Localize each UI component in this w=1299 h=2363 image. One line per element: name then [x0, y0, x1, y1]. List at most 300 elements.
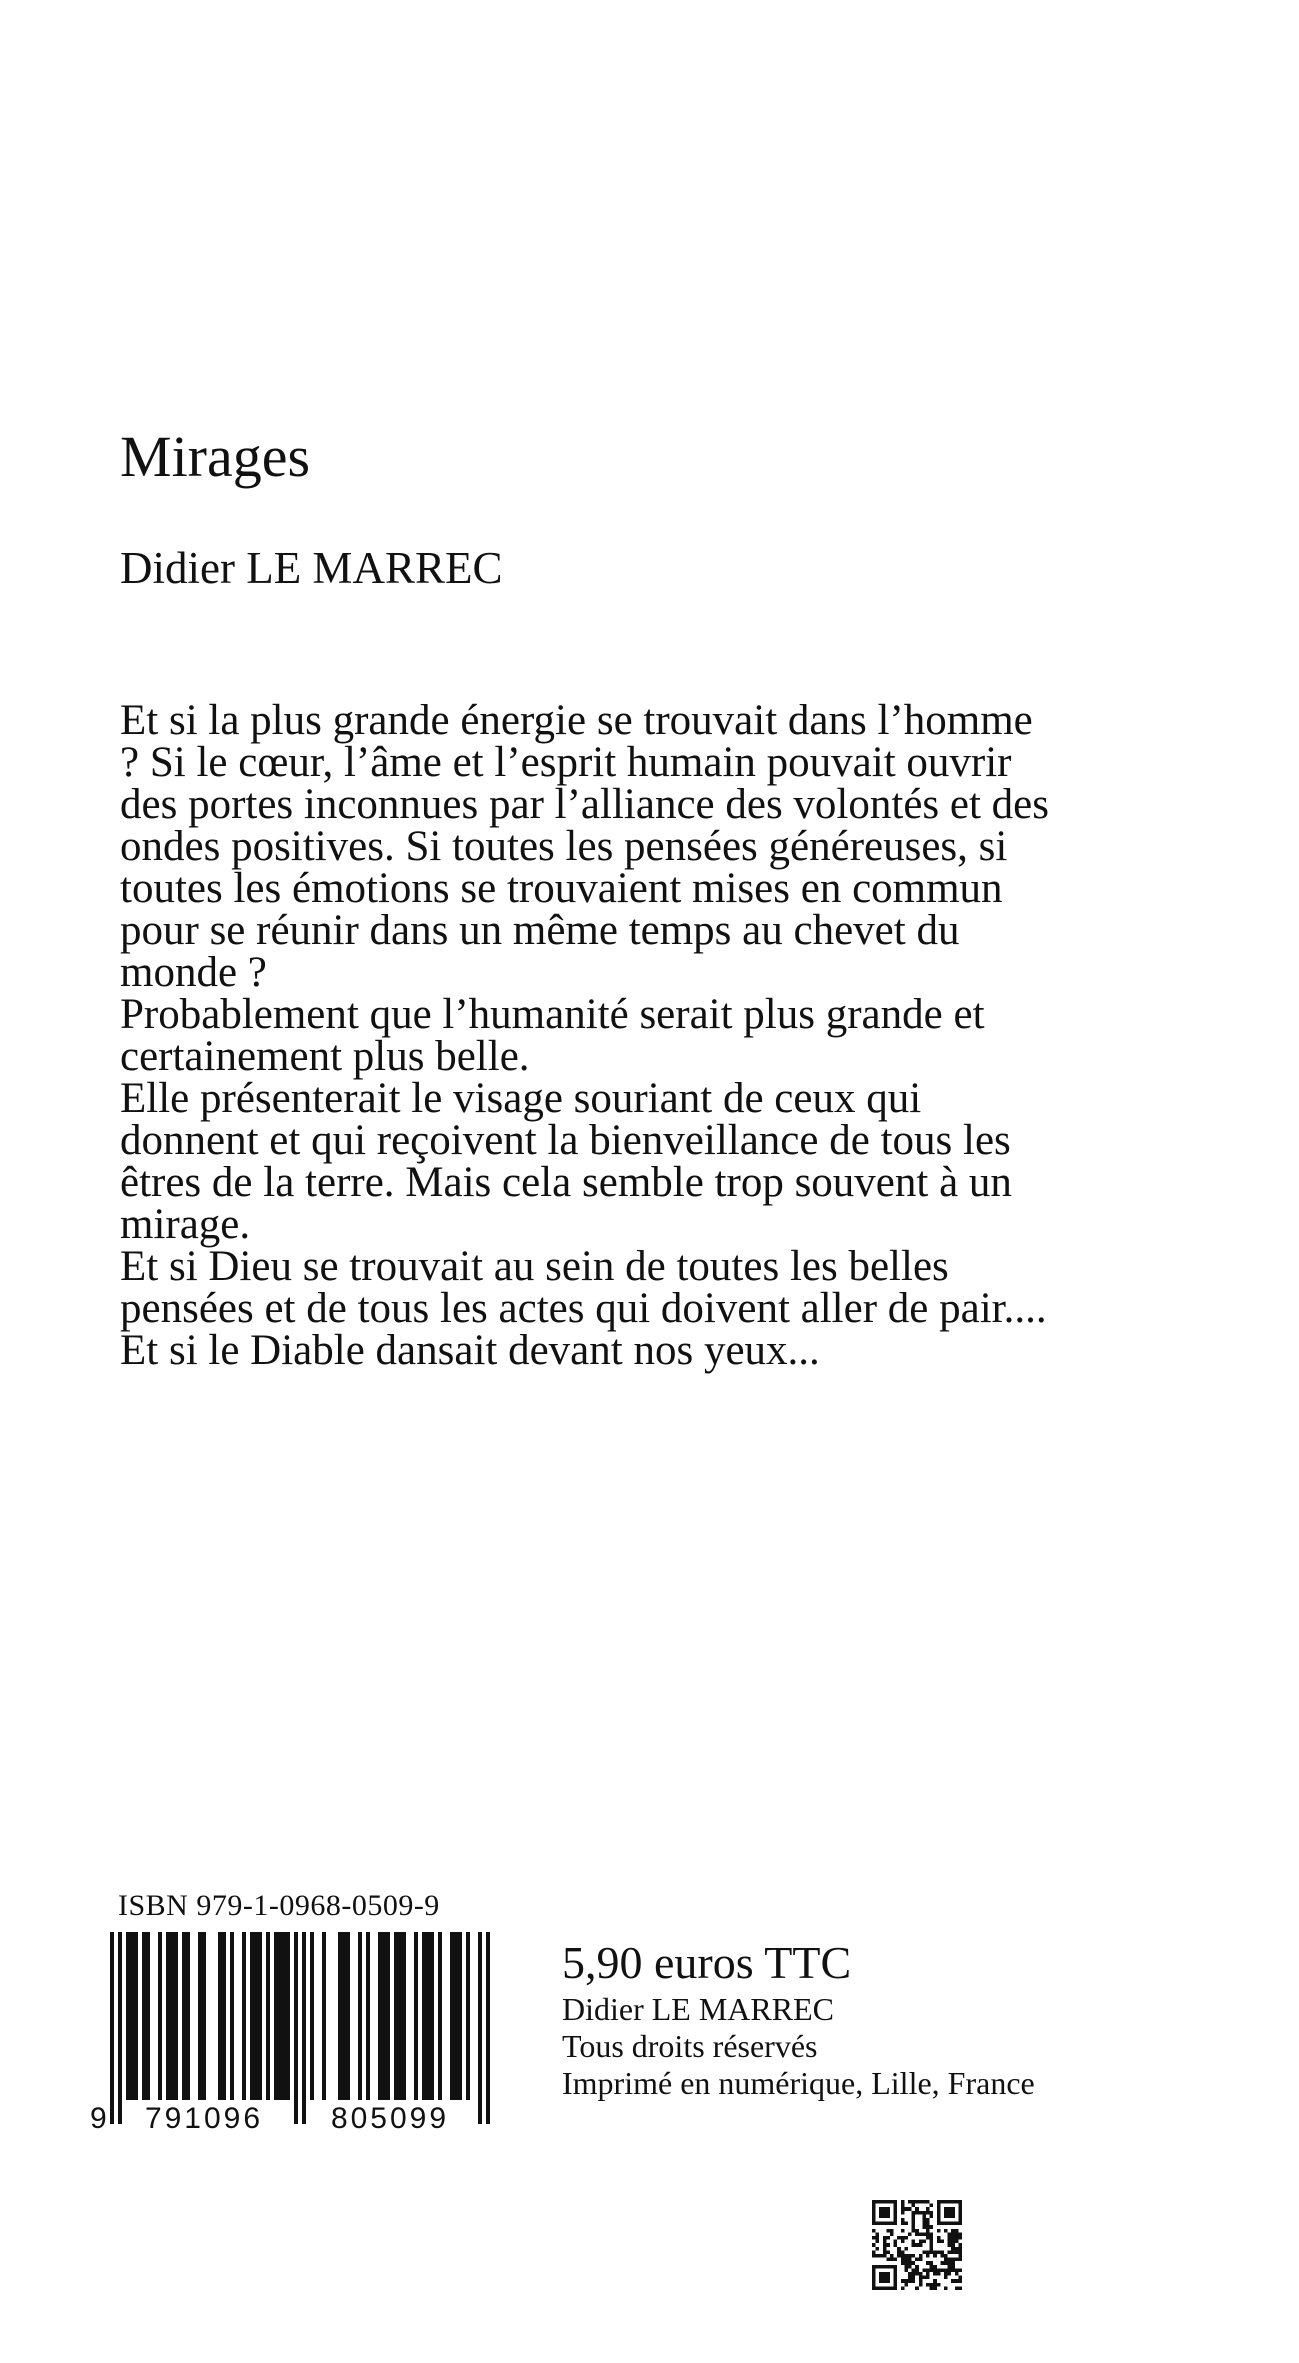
qr-module: [879, 2254, 883, 2258]
qr-module: [922, 2225, 926, 2229]
qr-module: [958, 2268, 962, 2272]
qr-module: [904, 2207, 908, 2211]
qr-module: [958, 2247, 962, 2251]
qr-module: [915, 2207, 919, 2211]
qr-module: [930, 2225, 934, 2229]
qr-module: [912, 2268, 916, 2272]
qr-module: [915, 2268, 919, 2272]
qr-module: [922, 2218, 926, 2222]
qr-module: [944, 2268, 948, 2272]
rights-notice: Tous droits réservés: [562, 2028, 818, 2064]
qr-module: [955, 2200, 959, 2204]
qr-module: [933, 2250, 937, 2254]
isbn-label: ISBN 979-1-0968-0509-9: [118, 1889, 440, 1922]
qr-module: [886, 2243, 890, 2247]
qr-module: [901, 2261, 905, 2265]
barcode-bar: [170, 1932, 174, 2100]
qr-module: [890, 2232, 894, 2236]
barcode-bar: [118, 1932, 122, 2124]
qr-module: [886, 2211, 890, 2215]
qr-module: [926, 2200, 930, 2204]
qr-module: [948, 2200, 952, 2204]
back-cover-blurb: [120, 697, 1050, 1374]
qr-module: [948, 2211, 952, 2215]
barcode-bar: [182, 1932, 186, 2100]
qr-module: [894, 2283, 898, 2287]
qr-module: [919, 2240, 923, 2244]
qr-module: [955, 2229, 959, 2233]
qr-module: [944, 2214, 948, 2218]
qr-module: [951, 2229, 955, 2233]
qr-module: [915, 2229, 919, 2233]
qr-module: [926, 2276, 930, 2280]
qr-module: [894, 2211, 898, 2215]
book-author: Didier LE MARREC: [120, 543, 503, 593]
qr-module: [915, 2243, 919, 2247]
qr-module: [951, 2279, 955, 2283]
qr-module: [955, 2250, 959, 2254]
qr-module: [886, 2222, 890, 2226]
qr-module: [879, 2265, 883, 2269]
qr-module: [883, 2276, 887, 2280]
qr-module: [955, 2279, 959, 2283]
qr-module: [951, 2268, 955, 2272]
qr-module: [919, 2258, 923, 2262]
qr-module: [912, 2225, 916, 2229]
qr-module: [948, 2268, 952, 2272]
qr-module: [890, 2229, 894, 2233]
qr-module: [948, 2236, 952, 2240]
blurb-paragraph: Et si la plus grande énergie se trouvait dans l’homme ? Si le cœur, l’âme et l’esprit humain pouvait ouvrir des portes inconnues par l’alliance des volontés et des ondes positives. Si toutes les pensées généreuses, si toutes les émotions se trouvaient mises en commun pour se réunir dans un même temps au chevet du monde ?: [120, 697, 1049, 996]
qr-module: [937, 2214, 941, 2218]
qr-module: [951, 2261, 955, 2265]
qr-module: [915, 2265, 919, 2269]
qr-module: [894, 2207, 898, 2211]
qr-module: [886, 2279, 890, 2283]
barcode-bar: [186, 1932, 190, 2100]
qr-module: [912, 2200, 916, 2204]
qr-module: [908, 2276, 912, 2280]
qr-module: [908, 2232, 912, 2236]
qr-module: [901, 2258, 905, 2262]
qr-module: [872, 2207, 876, 2211]
qr-module: [872, 2268, 876, 2272]
qr-module: [933, 2272, 937, 2276]
qr-module: [955, 2272, 959, 2276]
qr-module: [894, 2240, 898, 2244]
qr-module: [922, 2240, 926, 2244]
qr-module: [904, 2268, 908, 2272]
qr-module: [872, 2214, 876, 2218]
qr-modules: [872, 2200, 962, 2290]
qr-module: [958, 2232, 962, 2236]
qr-module: [879, 2211, 883, 2215]
qr-module: [958, 2258, 962, 2262]
qr-module: [948, 2250, 952, 2254]
qr-module: [948, 2272, 952, 2276]
qr-module: [919, 2279, 923, 2283]
barcode-bar: [382, 1932, 386, 2100]
qr-module: [922, 2200, 926, 2204]
barcode-bar: [302, 1932, 306, 2124]
qr-module: [912, 2214, 916, 2218]
qr-module: [951, 2258, 955, 2262]
qr-module: [890, 2265, 894, 2269]
qr-module: [883, 2200, 887, 2204]
qr-module: [904, 2265, 908, 2269]
qr-module: [912, 2218, 916, 2222]
qr-module: [879, 2286, 883, 2290]
barcode-bar: [202, 1932, 206, 2100]
qr-module: [915, 2211, 919, 2215]
barcode-bar: [242, 1932, 246, 2100]
qr-module: [872, 2254, 876, 2258]
barcode-first-digit: 9: [90, 2102, 107, 2132]
qr-module: [897, 2250, 901, 2254]
qr-module: [894, 2214, 898, 2218]
qr-module: [894, 2268, 898, 2272]
qr-module: [879, 2207, 883, 2211]
qr-module: [926, 2283, 930, 2287]
qr-module: [930, 2268, 934, 2272]
qr-module: [944, 2276, 948, 2280]
qr-module: [901, 2279, 905, 2283]
qr-module: [912, 2272, 916, 2276]
qr-module: [944, 2207, 948, 2211]
qr-module: [876, 2236, 880, 2240]
qr-module: [894, 2222, 898, 2226]
qr-module: [922, 2276, 926, 2280]
qr-module: [922, 2214, 926, 2218]
qr-module: [908, 2254, 912, 2258]
qr-module: [930, 2243, 934, 2247]
qr-module: [948, 2232, 952, 2236]
qr-module: [890, 2200, 894, 2204]
barcode-bar: [426, 1932, 430, 2100]
qr-module: [940, 2250, 944, 2254]
qr-module: [948, 2240, 952, 2244]
qr-module: [948, 2261, 952, 2265]
qr-module: [915, 2200, 919, 2204]
qr-module: [872, 2229, 876, 2233]
qr-module: [904, 2283, 908, 2287]
qr-module: [879, 2272, 883, 2276]
qr-module: [883, 2214, 887, 2218]
qr-module: [876, 2200, 880, 2204]
qr-module: [904, 2247, 908, 2251]
qr-module: [876, 2286, 880, 2290]
qr-module: [940, 2254, 944, 2258]
qr-module: [930, 2250, 934, 2254]
barcode-bar: [218, 1932, 222, 2100]
qr-module: [940, 2261, 944, 2265]
qr-module: [951, 2243, 955, 2247]
qr-module: [930, 2240, 934, 2244]
barcode-bar: [126, 1932, 130, 2100]
qr-module: [958, 2222, 962, 2226]
qr-module: [930, 2236, 934, 2240]
qr-code: [872, 2200, 962, 2290]
qr-module: [912, 2254, 916, 2258]
qr-module: [926, 2236, 930, 2240]
qr-module: [951, 2200, 955, 2204]
qr-module: [937, 2240, 941, 2244]
qr-module: [876, 2222, 880, 2226]
qr-module: [930, 2283, 934, 2287]
qr-module: [944, 2272, 948, 2276]
barcode-bar: [266, 1932, 270, 2100]
qr-module: [904, 2254, 908, 2258]
barcode-bar: [282, 1932, 286, 2100]
barcode-bar: [414, 1932, 418, 2100]
qr-module: [940, 2268, 944, 2272]
barcode-bar: [166, 1932, 170, 2100]
qr-module: [926, 2232, 930, 2236]
qr-module: [933, 2283, 937, 2287]
qr-module: [883, 2247, 887, 2251]
qr-module: [890, 2254, 894, 2258]
barcode-bar: [294, 1932, 298, 2124]
qr-module: [901, 2236, 905, 2240]
barcode-bar: [142, 1932, 146, 2100]
qr-module: [883, 2286, 887, 2290]
qr-module: [940, 2222, 944, 2226]
price-and-rights: [562, 1935, 1035, 2102]
qr-module: [876, 2247, 880, 2251]
barcode-bar: [278, 1932, 282, 2100]
qr-module: [897, 2247, 901, 2251]
qr-module: [926, 2229, 930, 2233]
book-title: Mirages: [120, 424, 311, 489]
qr-module: [958, 2200, 962, 2204]
qr-module: [948, 2214, 952, 2218]
qr-module: [883, 2272, 887, 2276]
qr-module: [912, 2261, 916, 2265]
barcode-bar: [378, 1932, 382, 2100]
qr-module: [937, 2222, 941, 2226]
qr-module: [886, 2272, 890, 2276]
qr-module: [872, 2243, 876, 2247]
blurb-paragraph: Elle présenterait le visage souriant de ceux qui donnent et qui reçoivent la bienveillance de tous les êtres de la terre. Mais cela semble trop souvent à un mirage.: [120, 1075, 1012, 1248]
qr-module: [872, 2276, 876, 2280]
qr-module: [955, 2258, 959, 2262]
qr-module: [951, 2211, 955, 2215]
qr-module: [915, 2232, 919, 2236]
qr-module: [944, 2258, 948, 2262]
qr-module: [955, 2247, 959, 2251]
qr-module: [955, 2240, 959, 2244]
qr-module: [872, 2222, 876, 2226]
qr-module: [915, 2258, 919, 2262]
qr-module: [912, 2222, 916, 2226]
qr-module: [901, 2207, 905, 2211]
qr-module: [897, 2254, 901, 2258]
qr-module: [915, 2272, 919, 2276]
qr-module: [958, 2276, 962, 2280]
qr-module: [886, 2250, 890, 2254]
blurb-paragraph: Et si le Diable dansait devant nos yeux...: [120, 1327, 820, 1374]
barcode-bar: [338, 1932, 342, 2100]
qr-module: [901, 2286, 905, 2290]
qr-module: [955, 2222, 959, 2226]
qr-module: [894, 2200, 898, 2204]
qr-module: [894, 2286, 898, 2290]
qr-module: [944, 2229, 948, 2233]
qr-module: [872, 2283, 876, 2287]
qr-module: [958, 2254, 962, 2258]
qr-module: [886, 2276, 890, 2280]
qr-module: [883, 2211, 887, 2215]
qr-module: [919, 2276, 923, 2280]
qr-module: [876, 2254, 880, 2258]
qr-module: [912, 2229, 916, 2233]
qr-module: [922, 2232, 926, 2236]
isbn-barcode: [82, 1932, 502, 2132]
qr-module: [883, 2279, 887, 2283]
qr-module: [933, 2254, 937, 2258]
qr-module: [922, 2211, 926, 2215]
barcode-bar: [310, 1932, 314, 2100]
qr-module: [937, 2250, 941, 2254]
qr-module: [944, 2254, 948, 2258]
qr-module: [894, 2243, 898, 2247]
qr-module: [958, 2250, 962, 2254]
qr-module: [872, 2286, 876, 2290]
qr-module: [890, 2286, 894, 2290]
qr-module: [901, 2218, 905, 2222]
barcode-bar: [466, 1932, 470, 2100]
qr-module: [894, 2204, 898, 2208]
qr-module: [951, 2222, 955, 2226]
qr-module: [904, 2261, 908, 2265]
qr-module: [876, 2240, 880, 2244]
qr-module: [926, 2207, 930, 2211]
barcode-bar: [250, 1932, 254, 2100]
barcode-bar: [286, 1932, 290, 2100]
barcode-bar: [158, 1932, 162, 2100]
barcode-bar: [398, 1932, 402, 2100]
qr-module: [944, 2200, 948, 2204]
qr-module: [894, 2258, 898, 2262]
qr-module: [883, 2222, 887, 2226]
qr-module: [955, 2286, 959, 2290]
qr-module: [912, 2211, 916, 2215]
qr-module: [937, 2204, 941, 2208]
qr-module: [904, 2222, 908, 2226]
qr-module: [890, 2222, 894, 2226]
qr-module: [919, 2243, 923, 2247]
qr-module: [919, 2272, 923, 2276]
qr-module: [930, 2232, 934, 2236]
qr-module: [894, 2265, 898, 2269]
blurb-paragraph: Et si Dieu se trouvait au sein de toutes les belles pensées et de tous les actes qui doivent aller de pair....: [120, 1243, 1047, 1332]
qr-module: [908, 2265, 912, 2269]
qr-module: [879, 2222, 883, 2226]
qr-module: [930, 2214, 934, 2218]
qr-module: [926, 2218, 930, 2222]
qr-module: [958, 2214, 962, 2218]
qr-module: [886, 2265, 890, 2269]
qr-module: [958, 2207, 962, 2211]
qr-module: [876, 2265, 880, 2269]
qr-module: [933, 2286, 937, 2290]
qr-module: [879, 2276, 883, 2280]
qr-module: [897, 2236, 901, 2240]
qr-module: [948, 2265, 952, 2269]
barcode-bar: [438, 1932, 442, 2100]
qr-module: [940, 2240, 944, 2244]
qr-module: [955, 2268, 959, 2272]
qr-module: [886, 2214, 890, 2218]
qr-module: [915, 2286, 919, 2290]
qr-module: [958, 2243, 962, 2247]
qr-module: [937, 2200, 941, 2204]
qr-module: [901, 2240, 905, 2244]
qr-module: [908, 2207, 912, 2211]
qr-module: [919, 2211, 923, 2215]
barcode-bar: [110, 1932, 114, 2124]
qr-module: [872, 2204, 876, 2208]
qr-module: [926, 2272, 930, 2276]
qr-module: [919, 2232, 923, 2236]
qr-module: [955, 2232, 959, 2236]
qr-module: [930, 2247, 934, 2251]
qr-module: [922, 2268, 926, 2272]
barcode-bar: [146, 1932, 150, 2100]
qr-module: [922, 2222, 926, 2226]
qr-module: [951, 2265, 955, 2269]
qr-module: [912, 2276, 916, 2280]
qr-module: [937, 2268, 941, 2272]
qr-module: [933, 2268, 937, 2272]
barcode-bar: [230, 1932, 234, 2100]
qr-module: [944, 2286, 948, 2290]
qr-module: [951, 2207, 955, 2211]
qr-module: [886, 2258, 890, 2262]
qr-module: [951, 2232, 955, 2236]
barcode-bars: [110, 1932, 490, 2124]
qr-module: [919, 2283, 923, 2287]
qr-module: [883, 2240, 887, 2244]
qr-module: [872, 2218, 876, 2222]
qr-module: [951, 2250, 955, 2254]
blurb-paragraph: Probablement que l’humanité serait plus grande et certainement plus belle.: [120, 991, 985, 1080]
qr-module: [901, 2204, 905, 2208]
qr-module: [901, 2200, 905, 2204]
qr-module: [901, 2229, 905, 2233]
barcode-bar: [198, 1932, 202, 2100]
qr-module: [912, 2279, 916, 2283]
qr-module: [948, 2222, 952, 2226]
qr-module: [904, 2279, 908, 2283]
qr-module: [894, 2272, 898, 2276]
qr-module: [901, 2211, 905, 2215]
barcode-bar: [130, 1932, 134, 2100]
qr-module: [937, 2272, 941, 2276]
qr-module: [930, 2261, 934, 2265]
barcode-bar: [346, 1932, 350, 2100]
barcode-bar: [342, 1932, 346, 2100]
qr-module: [937, 2229, 941, 2233]
qr-module: [886, 2286, 890, 2290]
qr-module: [958, 2218, 962, 2222]
barcode-bar: [254, 1932, 258, 2100]
price: 5,90 euros TTC: [562, 1937, 852, 1988]
qr-module: [948, 2243, 952, 2247]
qr-module: [883, 2265, 887, 2269]
qr-module: [901, 2254, 905, 2258]
barcode-left-digits: 791096: [144, 2102, 264, 2132]
